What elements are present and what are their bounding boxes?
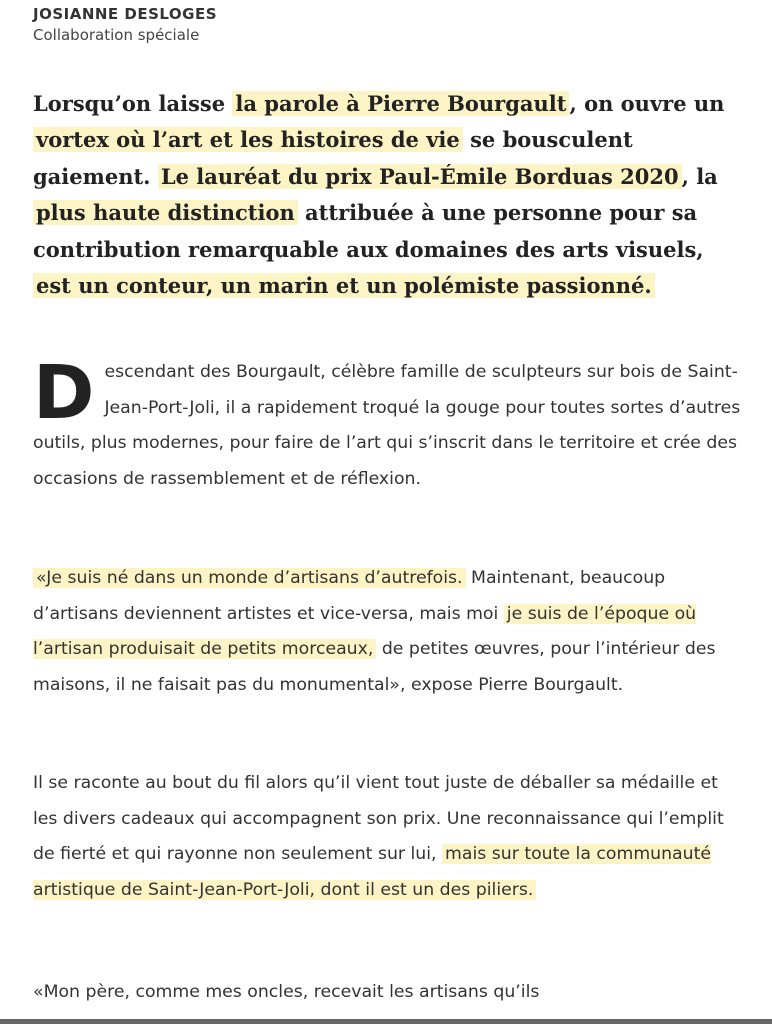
bottom-edge (0, 1019, 772, 1024)
lead-text: se bousculent gaiement. (33, 127, 633, 189)
lead-paragraph (33, 86, 745, 304)
body-paragraph-1 (33, 350, 743, 497)
body-paragraph-2 (33, 561, 743, 703)
paragraph-text: Maintenant, beaucoup d’artisans deviennent artistes et vice-versa, mais moi (33, 568, 666, 624)
lead-text: attribuée à une personne pour sa contribution remarquable aux domaines des arts visuels, (33, 200, 704, 262)
body-paragraph-3 (33, 766, 743, 908)
paragraph-text: de petites œuvres, pour l’intérieur des maisons, il ne faisait pas du monumental», expose Pierre Bourgault. (33, 639, 716, 695)
lead-text: , on ouvre un (569, 91, 725, 116)
paragraph-text: «Mon père, comme mes oncles, recevait les artisans qu’ils (33, 982, 540, 1002)
lead-text: , la (681, 163, 718, 189)
lead-text: Lorsqu’on laisse (33, 91, 233, 116)
lead-highlight: Le lauréat du prix Paul-Émile Borduas 2020 (158, 164, 682, 189)
quote-highlight: je suis de l’époque où l’artisan produisait de petits morceaux, (33, 603, 697, 659)
drop-cap: D (33, 350, 95, 436)
paragraph-text: Il se raconte au bout du fil alors qu’il vient tout juste de déballer sa médaille et les divers cadeaux qui accompagnent son prix. Une reconnaissance qui l’emplit de fierté et qui rayonne non seulement sur lui, (33, 773, 724, 864)
lead-highlight: la parole à Pierre Bourgault (232, 91, 569, 116)
author-role: Collaboration spéciale (33, 26, 200, 44)
body-paragraph-4 (33, 975, 743, 1011)
lead-highlight: est un conteur, un marin et un polémiste passionné. (33, 273, 655, 298)
byline (33, 4, 217, 46)
paragraph-text: escendant des Bourgault, célèbre famille de sculpteurs sur bois de Saint-Jean-Port-Joli, il a rapidement troqué la gouge pour toutes sortes d’autres outils, plus modernes, pour faire de l’art qui s’inscrit dans le territoire et crée des occasions de rassemblement et de réflexion. (33, 362, 741, 489)
lead-highlight: plus haute distinction (33, 200, 298, 225)
author-name: JOSIANNE DESLOGES (33, 5, 218, 23)
lead-highlight: vortex où l’art et les histoires de vie (33, 127, 463, 152)
text-highlight: mais sur toute la communauté artistique de Saint-Jean-Port-Joli, dont il est un des piliers. (33, 844, 712, 900)
quote-highlight: «Je suis né dans un monde d’artisans d’autrefois. (33, 568, 466, 588)
